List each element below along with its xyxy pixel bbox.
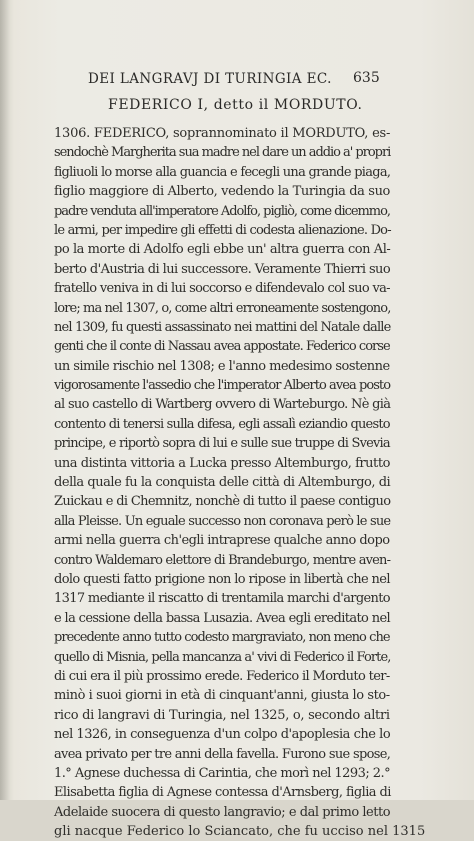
text-line: quello di Misnia, pella mancanza a' vivi di Federico il Forte,: [54, 649, 391, 665]
text-line: alla Pleisse. Un eguale successo non coronava però le sue: [54, 513, 391, 529]
text-line: padre venduta all'imperatore Adolfo, pigliò, come dicemmo,: [54, 203, 390, 219]
text-line: 1317 mediante il riscatto di trentamila marchi d'argento: [54, 591, 390, 607]
text-line: contento di tenersi sulla difesa, egli assalì eziandio questo: [54, 416, 390, 432]
text-line: figlio maggiore di Alberto, vedendo la Turingia da suo: [54, 184, 390, 200]
text-line: Adelaide suocera di questo langravio; e dal primo letto: [54, 804, 391, 820]
text-line: le armi, per impedire gli effetti di codesta alienazione. Do-: [54, 222, 391, 238]
text-line: figliuoli lo morse alla guancia e fecegli una grande piaga,: [54, 164, 391, 180]
text-line: 1.° Agnese duchessa di Carintia, che morì nel 1293; 2.°: [54, 765, 391, 781]
text-line: una distinta vittoria a Lucka presso Altemburgo, frutto: [54, 455, 390, 471]
text-line: avea privato per tre anni della favella. Furono sue spose,: [54, 746, 391, 762]
text-line: contro Waldemaro elettore di Brandeburgo, mentre aven-: [54, 552, 391, 568]
text-line: dolo questi fatto prigione non lo ripose in libertà che nel: [54, 571, 390, 587]
text-line: vigorosamente l'assedio che l'imperator Alberto avea posto: [54, 378, 391, 394]
text-line: Elisabetta figlia di Agnese contessa d'Arnsberg, figlia di: [54, 785, 391, 801]
text-line: genti che il conte di Nassau avea appostate. Federico corse: [54, 339, 390, 355]
text-line: minò i suoi giorni in età di cinquant'anni, giusta lo sto-: [54, 688, 390, 704]
gutter-shadow: [0, 0, 10, 800]
body-text: [54, 124, 426, 841]
text-line: e la cessione della bassa Lusazia. Avea egli ereditato nel: [54, 610, 391, 626]
text-line: armi nella guerra ch'egli intraprese qualche anno dopo: [54, 533, 390, 549]
text-line: rico di langravi di Turingia, nel 1325, o, secondo altri: [54, 707, 390, 723]
text-line: precedente anno tutto codesto margraviato, non meno che: [54, 630, 390, 646]
text-line: nel 1326, in conseguenza d'un colpo d'apoplesia che lo: [54, 727, 391, 743]
text-line: sendochè Margherita sua madre nel dare un addio a' propri: [54, 145, 391, 161]
text-line: della quale fu la conquista delle città di Altemburgo, di: [54, 475, 391, 491]
text-line: un simile rischio nel 1308; e l'anno medesimo sostenne: [54, 358, 390, 374]
text-line: nel 1309, fu questi assassinato nei mattini del Natale dalle: [54, 319, 391, 335]
running-head: DEI LANGRAVJ DI TURINGIA EC.: [88, 71, 332, 87]
section-title: FEDERICO I, detto il MORDUTO.: [108, 97, 363, 113]
text-line: po la morte di Adolfo egli ebbe un' altra guerra con Al-: [54, 242, 391, 258]
text-line: berto d'Austria di lui successore. Veramente Thierri suo: [54, 261, 391, 277]
text-line: 1306. FEDERICO, soprannominato il MORDUTO, es-: [54, 126, 391, 141]
text-line: al suo castello di Wartberg ovvero di Warteburgo. Nè già: [54, 397, 391, 413]
text-line: di cui era il più prossimo erede. Federico il Morduto ter-: [54, 668, 390, 684]
page-number: 635: [353, 70, 380, 86]
text-line: fratello veniva in di lui soccorso e difendevalo col suo va-: [54, 281, 390, 297]
text-line: lore; ma nel 1307, o, come altri erroneamente sostengono,: [54, 300, 391, 316]
text-line: gli nacque Federico lo Sciancato, che fu ucciso nel 1315: [54, 824, 426, 840]
text-line: principe, e riportò sopra di lui e sulle sue truppe di Svevia: [54, 436, 390, 452]
text-line: Zuickau e di Chemnitz, nonchè di tutto il paese contiguo: [54, 494, 391, 510]
